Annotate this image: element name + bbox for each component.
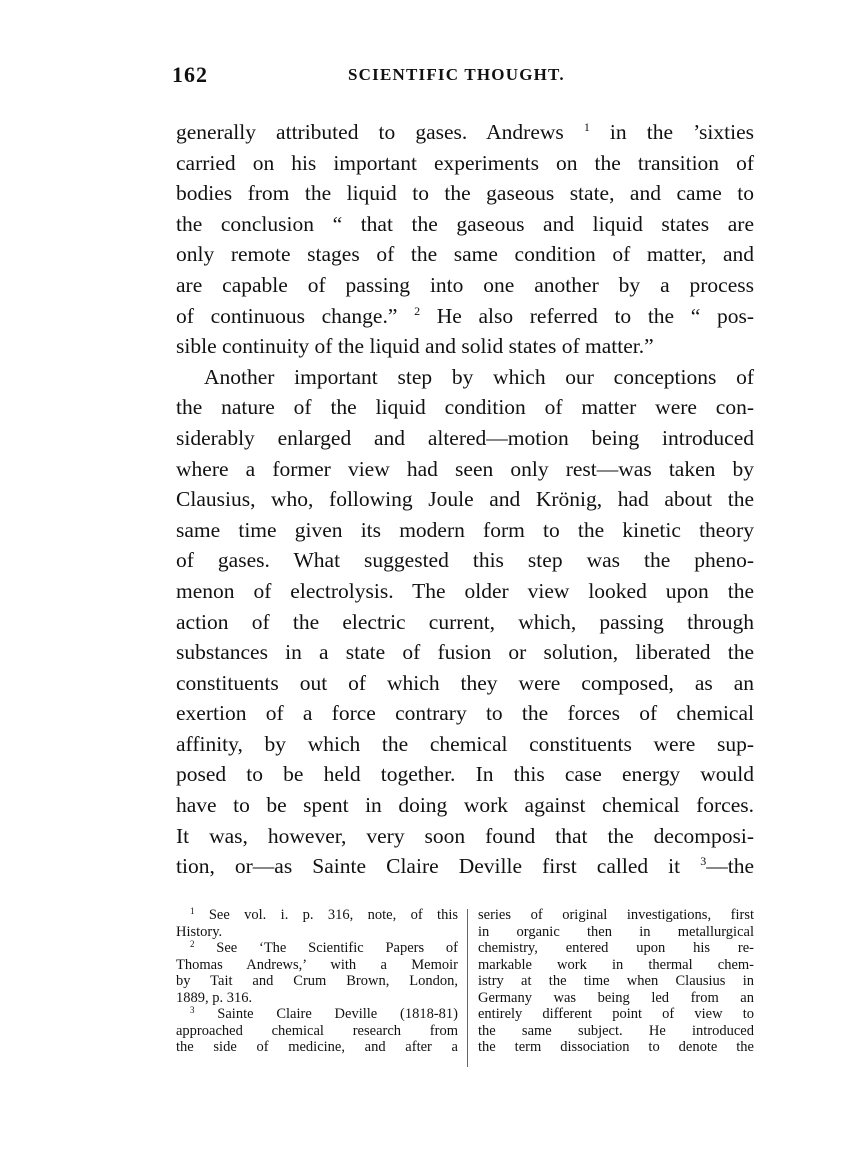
footnote-marker: 1 <box>583 120 590 134</box>
footnotes <box>176 907 754 1072</box>
text-line: posed to be held together. In this case energy would <box>176 762 754 787</box>
footnote-line: History. <box>176 923 223 940</box>
footnote-marker: 3 <box>700 854 707 869</box>
running-title: SCIENTIFIC THOUGHT. <box>348 65 565 84</box>
footnote-line: the side of medicine, and after a <box>176 1039 458 1055</box>
footnote-line: istry at the time when Clausius in <box>478 973 754 989</box>
text-line: action of the electric current, which, passing through <box>176 609 754 634</box>
footnote-line: entirely different point of view to <box>478 1006 754 1022</box>
footnotes-left-column <box>176 907 458 1056</box>
text-line: sible continuity of the liquid and solid states of matter.” <box>176 334 654 359</box>
text-line: have to be spent in doing work against chemical forces. <box>176 793 754 818</box>
footnote-line: series of original investigations, first <box>478 907 754 923</box>
footnotes-right-column <box>478 907 754 1056</box>
text-line: carried on his important experiments on the transition of <box>176 150 754 175</box>
running-head <box>172 62 752 92</box>
footnote-line: approached chemical research from <box>176 1022 458 1039</box>
text-line: siderably enlarged and altered—motion being introduced <box>176 425 754 450</box>
text-line: where a former view had seen only rest—was taken by <box>176 456 754 481</box>
footnote-marker: 1 <box>190 906 195 916</box>
text-line: only remote stages of the same condition of matter, and <box>176 242 754 267</box>
text-line: the conclusion “ that the gaseous and liquid states are <box>176 211 754 236</box>
footnote-line: Thomas Andrews,’ with a Memoir <box>176 956 458 973</box>
body-text <box>176 117 754 882</box>
footnote-line: in organic then in metallurgical <box>478 923 754 940</box>
text-line: tion, or—as Sainte Claire Deville first called it $^3$—the <box>176 854 754 879</box>
footnote-line: chemistry, entered upon his re- <box>478 940 754 956</box>
text-line: bodies from the liquid to the gaseous state, and came to <box>176 181 754 206</box>
text-line: substances in a state of fusion or solution, liberated the <box>176 640 754 665</box>
column-divider <box>467 909 468 1067</box>
footnote-marker: 2 <box>190 939 195 949</box>
footnote-line: the same subject. He introduced <box>478 1022 754 1039</box>
footnote-line: $^2$ See ‘The Scientific Papers of <box>190 939 458 956</box>
footnote-marker: 3 <box>190 1005 195 1015</box>
text-line: generally attributed to gases. Andrews $^1$ in the ’sixties <box>176 120 754 144</box>
footnote-marker: 2 <box>414 303 421 318</box>
footnote-line: $^1$ See vol. i. p. 316, note, of this <box>190 906 458 923</box>
footnote-line: 1889, p. 316. <box>176 989 253 1006</box>
footnote-line: Germany was being led from an <box>478 989 754 1006</box>
footnote-line: the term dissociation to denote the <box>478 1039 754 1055</box>
text-line: menon of electrolysis. The older view looked upon the <box>176 578 754 603</box>
text-line: of continuous change.” $^2$ He also referred to the “ pos- <box>176 303 754 328</box>
footnote-line: markable work in thermal chem- <box>478 956 754 973</box>
text-line: Clausius, who, following Joule and Krönig, had about the <box>176 487 754 512</box>
footnote-line: by Tait and Crum Brown, London, <box>176 973 458 989</box>
text-line: of gases. What suggested this step was the pheno- <box>176 548 754 573</box>
text-line: the nature of the liquid condition of matter were con- <box>176 395 754 420</box>
text-line: are capable of passing into one another by a process <box>176 272 754 297</box>
text-line: same time given its modern form to the kinetic theory <box>176 517 754 542</box>
text-line: exertion of a force contrary to the forces of chemical <box>176 701 754 726</box>
text-line: It was, however, very soon found that the decomposi- <box>176 823 754 848</box>
page-number: 162 <box>172 62 208 87</box>
paragraph-start-line: Another important step by which our conceptions of <box>204 364 754 389</box>
text-line: constituents out of which they were composed, as an <box>176 670 754 695</box>
footnote-line: $^3$ Sainte Claire Deville (1818-81) <box>190 1005 458 1022</box>
text-line: affinity, by which the chemical constituents were sup- <box>176 731 754 756</box>
